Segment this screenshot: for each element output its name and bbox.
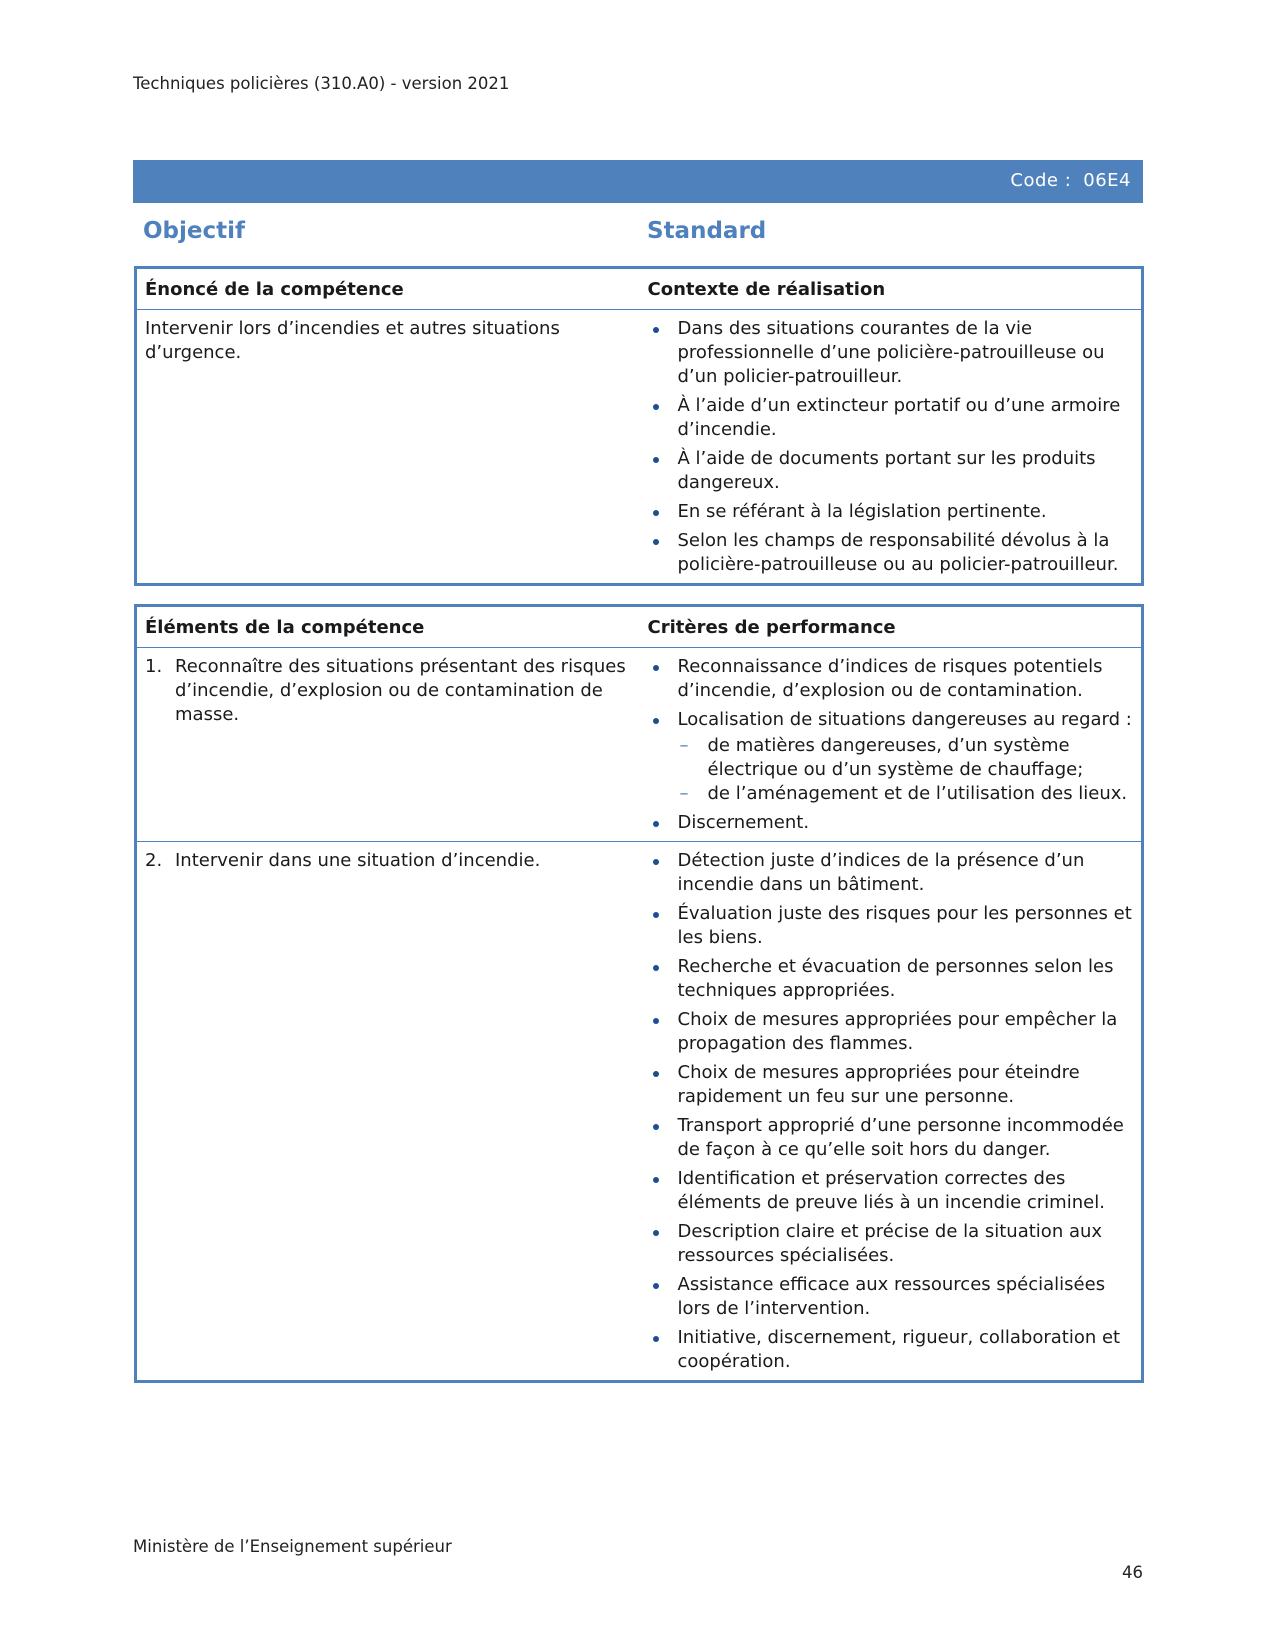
bullet-icon	[653, 821, 659, 827]
code-value: 06E4	[1083, 170, 1131, 191]
list-item: Dans des situations courantes de la vie professionnelle d’une policière-patrouilleuse ou d’un policier-patrouilleur.	[648, 317, 1134, 389]
bullet-icon	[653, 539, 659, 545]
bullet-icon	[653, 404, 659, 410]
list-item: Assistance efficace aux ressources spécialisées lors de l’intervention.	[648, 1273, 1134, 1321]
sub-list-item: – de matières dangereuses, d’un système électrique ou d’un système de chauffage;	[679, 735, 1084, 780]
list-item: Recherche et évacuation de personnes selon les techniques appropriées.	[648, 955, 1134, 1003]
criteria-list	[648, 655, 1134, 835]
list-item: Choix de mesures appropriées pour éteindre rapidement un feu sur une personne.	[648, 1061, 1134, 1109]
bullet-icon	[653, 1018, 659, 1024]
list-item: Description claire et précise de la situation aux ressources spécialisées.	[648, 1220, 1134, 1268]
code-label: Code :	[1010, 170, 1072, 191]
list-item: Selon les champs de responsabilité dévolus à la policière-patrouilleuse ou au policier-patrouilleur.	[648, 529, 1134, 577]
competency-code	[1010, 170, 1131, 191]
list-item: À l’aide de documents portant sur les produits dangereux.	[648, 447, 1134, 495]
list-item: Choix de mesures appropriées pour empêcher la propagation des flammes.	[648, 1008, 1134, 1056]
element-item	[145, 849, 632, 873]
bullet-icon	[653, 510, 659, 516]
list-item: À l’aide d’un extincteur portatif ou d’une armoire d’incendie.	[648, 394, 1134, 442]
statement-header: Énoncé de la compétence	[136, 268, 640, 310]
list-item: En se référant à la législation pertinente.	[648, 500, 1134, 524]
element-text: Reconnaître des situations présentant des risques d’incendie, d’explosion ou de contamination de masse.	[175, 656, 626, 725]
statement-table	[134, 266, 1144, 586]
element-text: Intervenir dans une situation d’incendie.	[175, 850, 541, 871]
sub-list	[678, 734, 1134, 806]
list-item: Localisation de situations dangereuses au regard : – de matières dangereuses, d’un système électrique ou d’un système de chauffage; – de l’aménagement et de l’utilisation des lieux.	[648, 708, 1134, 806]
document-footer: Ministère de l’Enseignement supérieur	[133, 1537, 452, 1556]
context-list	[648, 317, 1134, 577]
element-number: 2.	[145, 850, 163, 871]
bullet-icon	[653, 457, 659, 463]
dash-icon: –	[679, 735, 689, 756]
list-item: Discernement.	[648, 811, 1134, 835]
sub-list-item: – de l’aménagement et de l’utilisation des lieux.	[679, 783, 1128, 804]
list-item: Identification et préservation correctes des éléments de preuve liés à un incendie criminel.	[648, 1167, 1134, 1215]
bullet-icon	[653, 1071, 659, 1077]
document-header: Techniques policières (310.A0) - version 2021	[133, 74, 510, 93]
bullet-icon	[653, 912, 659, 918]
bullet-icon	[653, 859, 659, 865]
criteria-list	[648, 849, 1134, 1374]
criteria-header: Critères de performance	[640, 606, 1143, 648]
bullet-icon	[653, 1230, 659, 1236]
dash-icon: –	[679, 783, 689, 804]
bullet-icon	[653, 1283, 659, 1289]
bullet-icon	[653, 327, 659, 333]
list-item: Détection juste d’indices de la présence d’un incendie dans un bâtiment.	[648, 849, 1134, 897]
element-number: 1.	[145, 656, 163, 677]
bullet-icon	[653, 1336, 659, 1342]
bullet-icon	[653, 665, 659, 671]
statement-text: Intervenir lors d’incendies et autres situations d’urgence.	[145, 318, 560, 363]
element-item	[145, 655, 632, 727]
bullet-icon	[653, 965, 659, 971]
page-number: 46	[1122, 1563, 1143, 1582]
elements-header: Éléments de la compétence	[136, 606, 640, 648]
bullet-icon	[653, 1177, 659, 1183]
table-row	[136, 648, 1143, 842]
list-item: Initiative, discernement, rigueur, collaboration et coopération.	[648, 1326, 1134, 1374]
context-header: Contexte de réalisation	[640, 268, 1143, 310]
standard-title: Standard	[647, 218, 767, 244]
elements-table	[134, 604, 1144, 1383]
code-banner	[133, 160, 1143, 203]
bullet-icon	[653, 718, 659, 724]
bullet-icon	[653, 1124, 659, 1130]
list-item: Transport approprié d’une personne incommodée de façon à ce qu’elle soit hors du danger.	[648, 1114, 1134, 1162]
objective-title: Objectif	[143, 218, 246, 244]
list-item: Évaluation juste des risques pour les personnes et les biens.	[648, 902, 1134, 950]
list-item: Reconnaissance d’indices de risques potentiels d’incendie, d’explosion ou de contamination.	[648, 655, 1134, 703]
table-row	[136, 842, 1143, 1382]
